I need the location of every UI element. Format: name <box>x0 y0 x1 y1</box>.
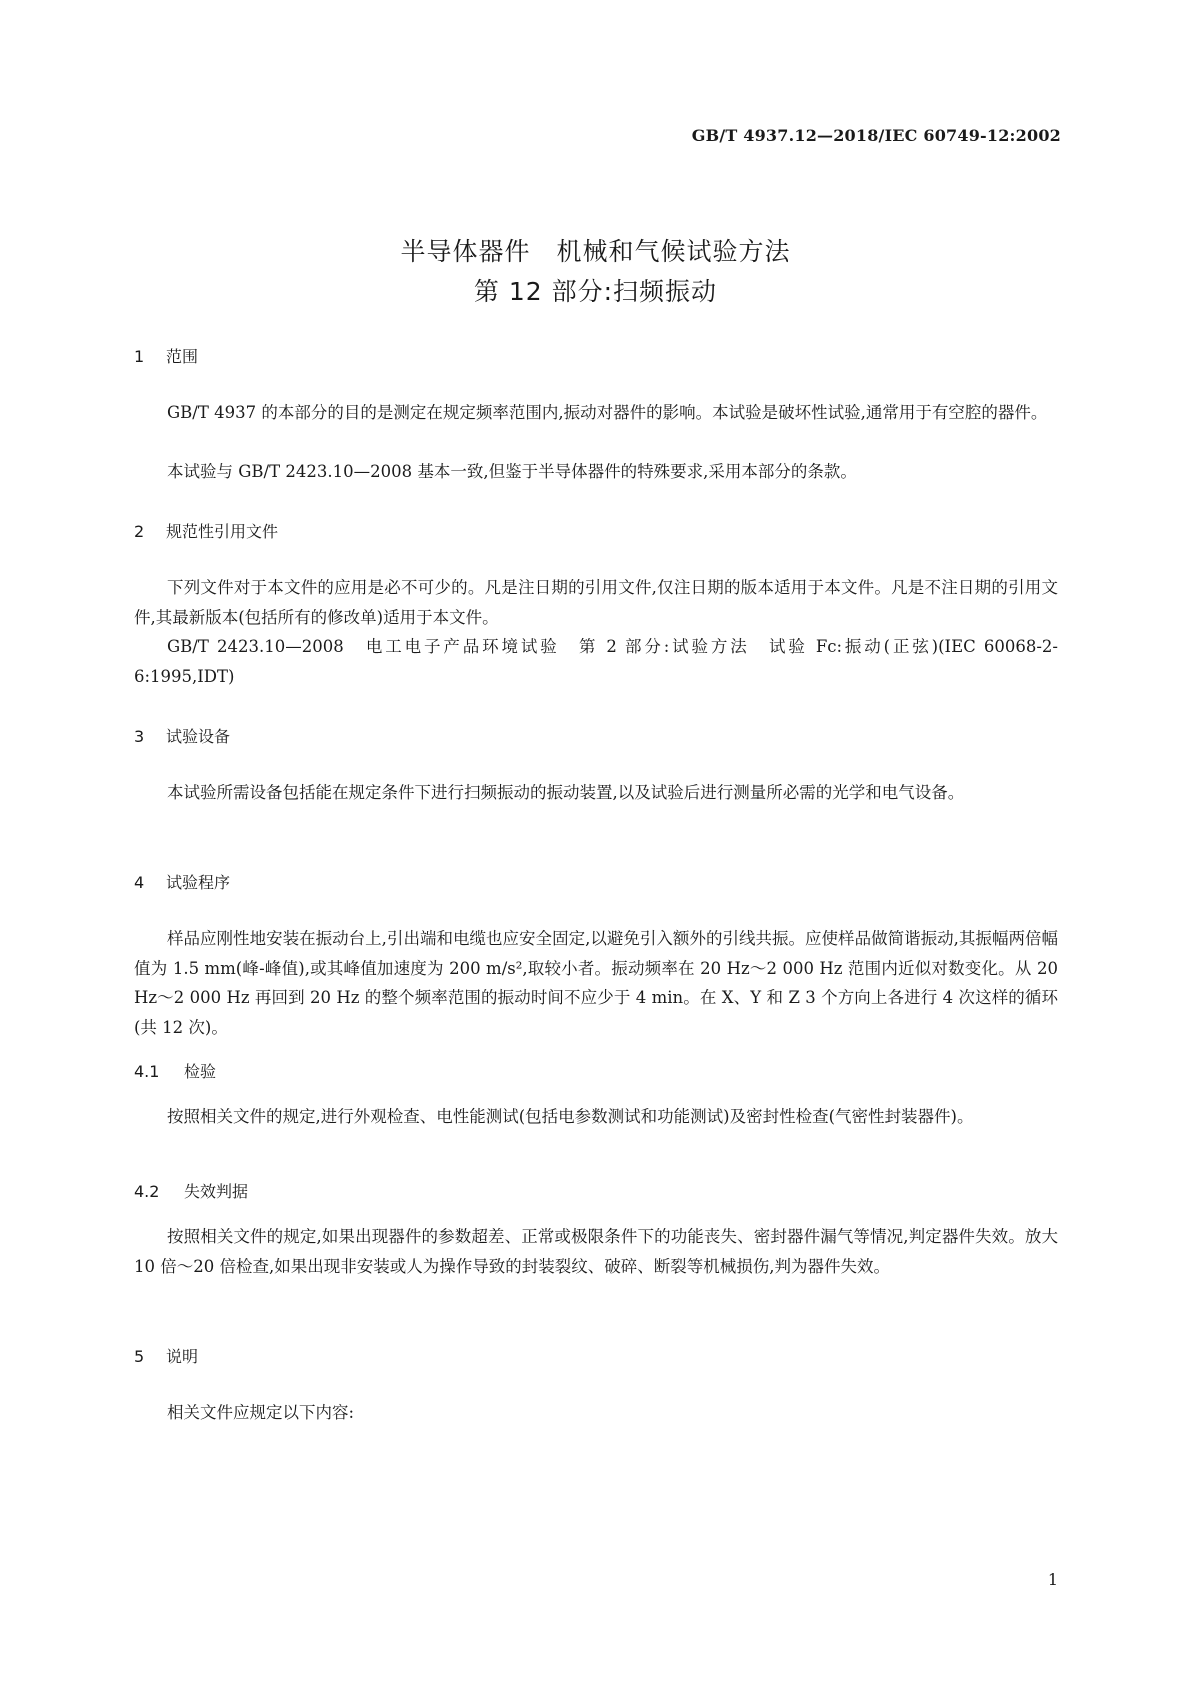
section-number: 4.1 <box>134 1062 160 1081</box>
section-heading-2 <box>134 519 278 542</box>
section-number: 4 <box>134 873 145 892</box>
section-number: 4.2 <box>134 1182 160 1201</box>
section-title: 说明 <box>166 1347 199 1366</box>
section-4-1-paragraph-1: 按照相关文件的规定,进行外观检查、电性能测试(包括电参数测试和功能测试)及密封性检查(气密性封装器件)。 <box>167 1107 974 1126</box>
page-number: 1 <box>1047 1570 1058 1589</box>
section-title: 范围 <box>166 347 199 366</box>
section-heading-3 <box>134 724 230 747</box>
section-title: 试验设备 <box>166 727 231 746</box>
section-title: 失效判据 <box>184 1182 249 1201</box>
section-number: 2 <box>134 522 145 541</box>
section-heading-4-2 <box>134 1179 248 1202</box>
section-5-paragraph-1: 相关文件应规定以下内容: <box>167 1403 355 1422</box>
document-title-line1: 半导体器件 机械和气候试验方法 <box>400 237 791 266</box>
document-title-line2: 第 12 部分:扫频振动 <box>473 277 718 306</box>
section-1-paragraph-2: 本试验与 GB/T 2423.10—2008 基本一致,但鉴于半导体器件的特殊要求,采用本部分的条款。 <box>167 462 857 481</box>
section-heading-4-1 <box>134 1059 216 1082</box>
section-title: 试验程序 <box>166 873 231 892</box>
section-number: 5 <box>134 1347 145 1366</box>
section-number: 3 <box>134 727 145 746</box>
standard-code: GB/T 4937.12—2018/IEC 60749-12:2002 <box>691 126 1061 145</box>
section-3-paragraph-1: 本试验所需设备包括能在规定条件下进行扫频振动的振动装置,以及试验后进行测量所必需的光学和电气设备。 <box>167 783 965 802</box>
section-4-paragraph-1: 样品应刚性地安装在振动台上,引出端和电缆也应安全固定,以避免引入额外的引线共振。应使样品做简谐振动,其振幅两倍幅值为 1.5 mm(峰-峰值),或其峰值加速度为 200 m/s²,取较小者。振动频率在 20 Hz～2 000 Hz 范围内近似对数变化。从 20 Hz～2 000 Hz 再回到 20 Hz 的整个频率范围的振动时间不应少于 4 min。在 X、Y 和 Z 3 个方向上各进行 4 次这样的循环(共 12 次)。 <box>134 929 1058 1037</box>
section-heading-4 <box>134 870 230 893</box>
section-4-2-paragraph-1: 按照相关文件的规定,如果出现器件的参数超差、正常或极限条件下的功能丧失、密封器件漏气等情况,判定器件失效。放大 10 倍～20 倍检查,如果出现非安装或人为操作导致的封装裂纹、破碎、断裂等机械损伤,判为器件失效。 <box>134 1227 1058 1276</box>
section-title: 规范性引用文件 <box>166 522 279 541</box>
section-heading-1 <box>134 344 198 367</box>
section-heading-5 <box>134 1344 198 1367</box>
section-1-paragraph-1: GB/T 4937 的本部分的目的是测定在规定频率范围内,振动对器件的影响。本试验是破坏性试验,通常用于有空腔的器件。 <box>167 403 1048 422</box>
section-2-paragraph-2: GB/T 2423.10—2008 电工电子产品环境试验 第 2 部分:试验方法 试验 Fc:振动(正弦)(IEC 60068-2-6:1995,IDT) <box>134 637 1058 686</box>
section-title: 检验 <box>184 1062 217 1081</box>
section-number: 1 <box>134 347 145 366</box>
section-2-paragraph-1: 下列文件对于本文件的应用是必不可少的。凡是注日期的引用文件,仅注日期的版本适用于本文件。凡是不注日期的引用文件,其最新版本(包括所有的修改单)适用于本文件。 <box>134 578 1058 627</box>
